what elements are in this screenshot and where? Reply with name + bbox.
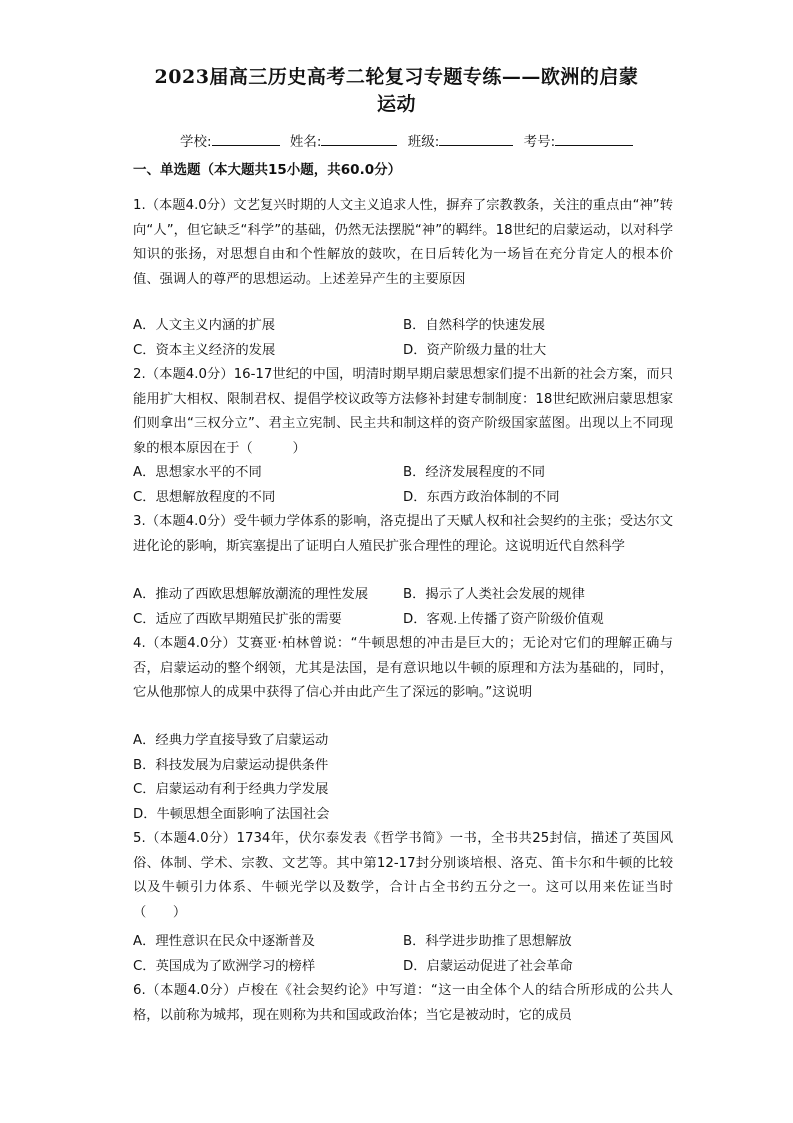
option-a[interactable]: A．经典力学直接导致了启蒙运动	[133, 733, 329, 748]
class-field: 班级:	[408, 131, 514, 152]
name-blank[interactable]	[321, 131, 397, 146]
option-a[interactable]: A．思想家水平的不同	[133, 465, 262, 480]
option-b[interactable]: B．科学进步助推了思想解放	[403, 934, 572, 949]
student-info-row	[180, 131, 640, 152]
option-c[interactable]: C．启蒙运动有利于经典力学发展	[133, 782, 329, 798]
page-title	[120, 64, 673, 118]
option-b[interactable]: B．揭示了人类社会发展的规律	[403, 587, 585, 602]
option-c[interactable]: C．资本主义经济的发展	[133, 342, 276, 358]
question-5-options	[133, 930, 673, 979]
question-6-stem: 6.（本题4.0分）卢梭在《社会契约论》中写道：“这一由全体个人的结合所形成的公共人格，以前称为城邦，现在则称为共和国或政治体；当它是被动时，它的成员	[133, 983, 673, 1023]
name-field: 姓名:	[290, 131, 398, 152]
question-2-stem: 2.（本题4.0分）16-17世纪的中国，明清时期早期启蒙思想家们提不出新的社会方案，而只能用扩大相权、限制君权、提倡学校议政等方法修补封建专制制度：18世纪欧洲启蒙思想家们则拿出“三权分立”、君主立宪制、民主共和制这样的资产阶级国家蓝图。出现以上不同现象的根本原因在于（ ）	[133, 367, 673, 456]
option-b[interactable]: B．科技发展为启蒙运动提供条件	[133, 757, 329, 773]
question-1-options	[133, 314, 673, 363]
option-d[interactable]: D．客观.上传播了资产阶级价值观	[403, 611, 604, 627]
question-1-stem: 1.（本题4.0分）文艺复兴时期的人文主义追求人性，摒弃了宗教教条，关注的重点由“神”转向“人”，但它缺乏“科学”的基础，仍然无法摆脱“神”的羁绊。18世纪的启蒙运动，以对科学知识的张扬，对思想自由和个性解放的鼓吹，在日后转化为一场旨在充分肯定人的根本价值、强调人的尊严的思想运动。上述差异产生的主要原因	[133, 198, 673, 287]
exam-number-blank[interactable]	[555, 131, 633, 146]
exam-number-field: 考号:	[524, 131, 634, 152]
option-c[interactable]: C．英国成为了欧洲学习的榜样	[133, 958, 316, 974]
question-5-stem: 5.（本题4.0分）1734年，伏尔泰发表《哲学书简》一书，全书共25封信，描述了英国风俗、体制、学术、宗教、文艺等。其中第12-17封分别谈培根、洛克、笛卡尔和牛顿的比较以及牛顿引力体系、牛顿光学以及数学，合计占全书约五分之一。这可以用来佐证当时（ ）	[133, 831, 673, 920]
title-line-1: 2023届高三历史高考二轮复习专题专练——欧洲的启蒙	[154, 66, 639, 88]
option-d[interactable]: D．东西方政治体制的不同	[403, 489, 560, 505]
option-c[interactable]: C．适应了西欧早期殖民扩张的需要	[133, 611, 342, 627]
question-2-options	[133, 461, 673, 510]
question-4-stem: 4.（本题4.0分）艾赛亚·柏林曾说：“牛顿思想的冲击是巨大的；无论对它们的理解正确与否，启蒙运动的整个纲领，尤其是法国，是有意识地以牛顿的原理和方法为基础的，同时，它从他那惊人的成果中获得了信心并由此产生了深远的影响。”这说明	[133, 636, 673, 701]
option-a[interactable]: A．理性意识在民众中逐渐普及	[133, 934, 315, 949]
option-d[interactable]: D．启蒙运动促进了社会革命	[403, 958, 573, 974]
question-3-stem: 3.（本题4.0分）受牛顿力学体系的影响，洛克提出了天赋人权和社会契约的主张；受达尔文进化论的影响，斯宾塞提出了证明白人殖民扩张合理性的理论。这说明近代自然科学	[133, 514, 673, 554]
school-field: 学校:	[180, 131, 280, 152]
question-3-options	[133, 583, 673, 632]
title-line-2: 运动	[376, 93, 416, 115]
question-4-options	[133, 729, 673, 827]
class-blank[interactable]	[439, 131, 513, 146]
option-d[interactable]: D．牛顿思想全面影响了法国社会	[133, 806, 330, 822]
option-b[interactable]: B．自然科学的快速发展	[403, 318, 546, 333]
option-b[interactable]: B．经济发展程度的不同	[403, 465, 546, 480]
option-d[interactable]: D．资产阶级力量的壮大	[403, 342, 547, 358]
school-blank[interactable]	[212, 131, 280, 146]
option-a[interactable]: A．人文主义内涵的扩展	[133, 318, 276, 333]
option-a[interactable]: A．推动了西欧思想解放潮流的理性发展	[133, 587, 369, 602]
section-heading: 一、单选题（本大题共15小题，共60.0分）	[133, 162, 402, 178]
option-c[interactable]: C．思想解放程度的不同	[133, 489, 276, 505]
